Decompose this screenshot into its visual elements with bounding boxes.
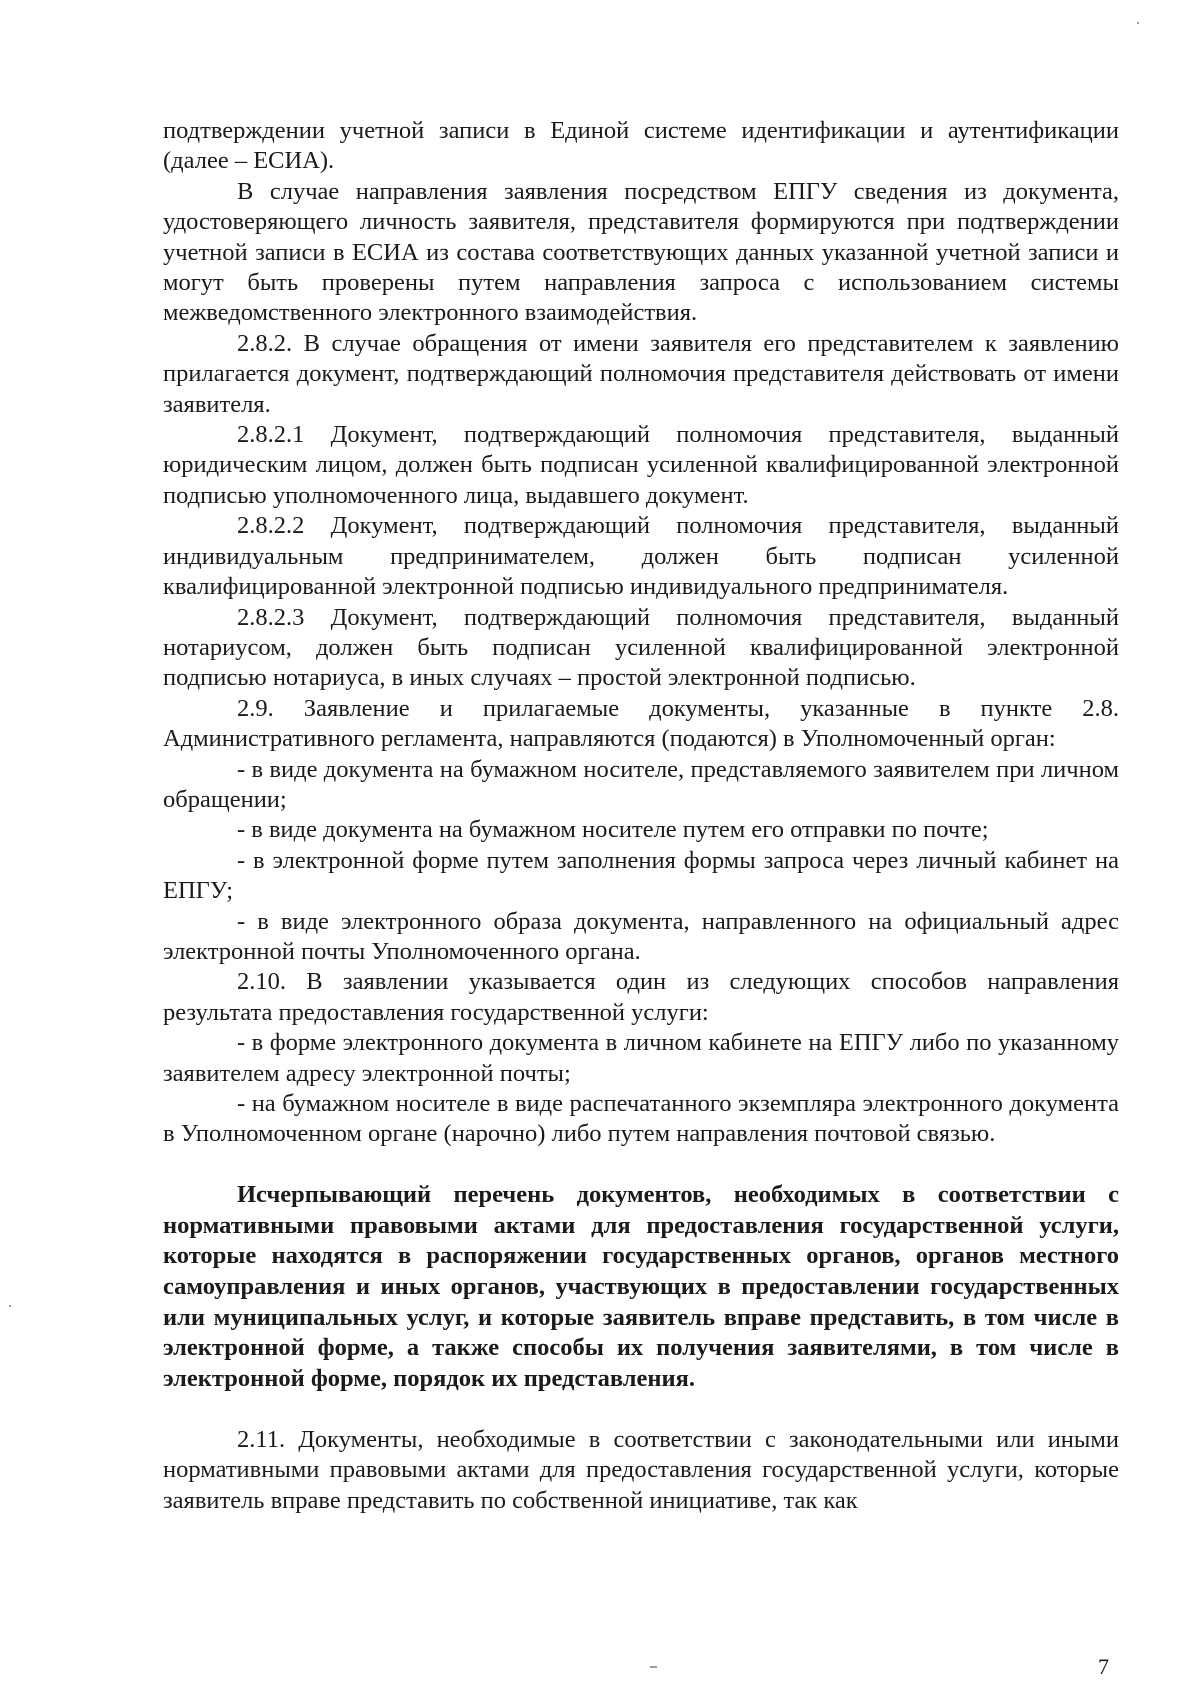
paragraph-2-8-2-3: 2.8.2.3 Документ, подтверждающий полномочия представителя, выданный нотариусом, должен быть подписан усиленной квалифицированной электронной подписью нотариуса, в иных случаях – простой электронной подписью. xyxy=(163,603,1119,692)
document-body xyxy=(163,116,1119,1516)
paragraph-2-11: 2.11. Документы, необходимые в соответствии с законодательными или иными нормативными правовыми актами для предоставления государственной услуги, которые заявитель вправе представить по собственной инициативе, так как xyxy=(163,1425,1119,1514)
paragraph-2-10: 2.10. В заявлении указывается один из следующих способов направления результата предоставления государственной услуги: xyxy=(163,968,1119,1026)
paragraph-esia-continuation: подтверждении учетной записи в Единой системе идентификации и аутентификации (далее – ЕСИА). xyxy=(163,117,1119,175)
paragraph-2-8-2-2: 2.8.2.2 Документ, подтверждающий полномочия представителя, выданный индивидуальным предпринимателем, должен быть подписан усиленной квалифицированной электронной подписью индивидуального предпринимателя. xyxy=(163,512,1119,601)
paragraph-2-8-2-1: 2.8.2.1 Документ, подтверждающий полномочия представителя, выданный юридическим лицом, должен быть подписан усиленной квалифицированной электронной подписью уполномоченного лица, выдавшего документ. xyxy=(163,421,1119,509)
list-item-electronic-form: - в электронной форме путем заполнения формы запроса через личный кабинет на ЕПГУ; xyxy=(163,846,1119,905)
list-item-electronic-email: - в виде электронного образа документа, направленного на официальный адрес электронной почты Уполномоченного органа. xyxy=(163,907,1119,965)
scan-speck-bottom xyxy=(650,1666,657,1668)
scan-speck-left-margin xyxy=(9,1305,11,1307)
paragraph-2-8-2: 2.8.2. В случае обращения от имени заявителя его представителем к заявлению прилагается документ, подтверждающий полномочия представителя действовать от имени заявителя. xyxy=(163,329,1119,418)
paragraph-2-9: 2.9. Заявление и прилагаемые документы, указанные в пункте 2.8. Административного регламента, направляются (подаются) в Уполномоченный орган: xyxy=(163,694,1119,753)
list-item-result-electronic: - в форме электронного документа в личном кабинете на ЕПГУ либо по указанному заявителем адресу электронной почты; xyxy=(163,1029,1119,1087)
list-item-paper-in-person: - в виде документа на бумажном носителе, представляемого заявителем при личном обращении; xyxy=(163,755,1119,813)
list-item-result-paper: - на бумажном носителе в виде распечатанного экземпляра электронного документа в Уполномоченном органе (нарочно) либо путем направления почтовой связью. xyxy=(163,1090,1119,1148)
paragraph-epgu-identity-data: В случае направления заявления посредством ЕПГУ сведения из документа, удостоверяющего личность заявителя, представителя формируются при подтверждении учетной записи в ЕСИА из состава соответствующих данных указанной учетной записи и могут быть проверены путем направления запроса с использованием системы межведомственного электронного взаимодействия. xyxy=(163,177,1119,327)
section-heading: Исчерпывающий перечень документов, необходимых в соответствии с нормативными правовыми актами для предоставления государственной услуги, которые находятся в распоряжении государственных органов, органов местного самоуправления и иных органов, участвующих в предоставлении государственных или муниципальных услуг, и которые заявитель вправе представить, в том числе в электронной форме, а также способы их получения заявителями, в том числе в электронной форме, порядок их представления. xyxy=(163,1181,1119,1392)
list-item-paper-by-mail: - в виде документа на бумажном носителе путем его отправки по почте; xyxy=(237,816,989,844)
page-number: 7 xyxy=(1098,1654,1109,1679)
scan-speck-top-right xyxy=(1137,22,1139,24)
